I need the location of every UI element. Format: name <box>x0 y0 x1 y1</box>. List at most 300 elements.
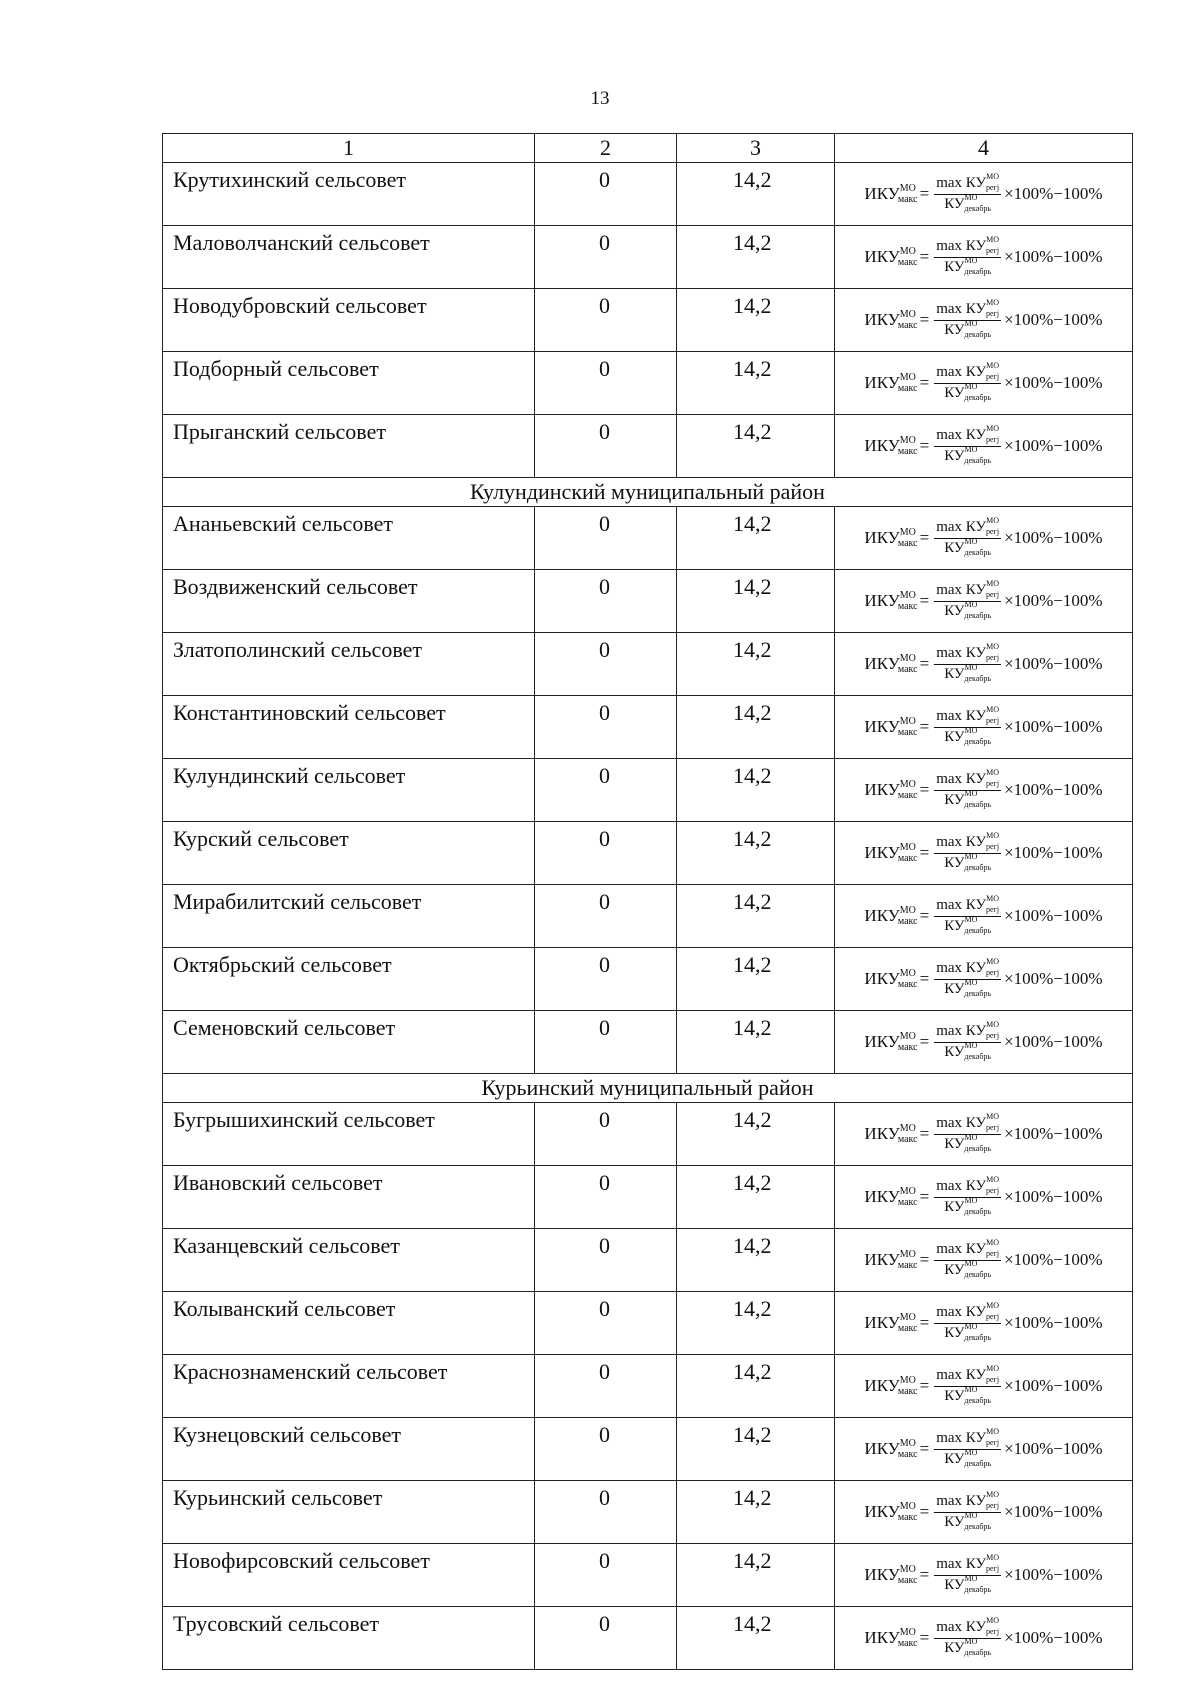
formula-den-text: КУ <box>944 1639 965 1656</box>
formula-lhs-sub: макс <box>897 1638 918 1649</box>
formula-lhs-sup: МО <box>899 183 916 194</box>
formula-num-sub: регј <box>986 1374 1000 1384</box>
formula-equals: = <box>919 1439 930 1458</box>
formula <box>835 1231 1132 1289</box>
formula-lhs: ИКУ <box>864 1628 900 1647</box>
formula-den-text: КУ <box>944 1261 965 1278</box>
settlement-name: Мирабилитский сельсовет <box>163 885 535 948</box>
formula-cell <box>835 759 1133 822</box>
formula-equals: = <box>919 373 930 392</box>
formula-den-text: КУ <box>944 728 965 745</box>
formula-lhs-sup: МО <box>899 527 916 538</box>
formula-den-sub: декабрь <box>964 1395 992 1405</box>
formula-tail: ×100%−100% <box>1004 1250 1103 1269</box>
formula-cell <box>835 163 1133 226</box>
formula-numerator <box>934 893 1001 917</box>
formula-lhs-sup: МО <box>899 653 916 664</box>
formula-cell <box>835 1011 1133 1074</box>
settlement-name: Маловолчанский сельсовет <box>163 226 535 289</box>
formula-den-sub: декабрь <box>964 799 992 809</box>
formula-denominator <box>944 725 992 747</box>
formula-tail: ×100%−100% <box>1004 906 1103 925</box>
formula-lhs: ИКУ <box>864 247 900 266</box>
formula-den-sub: декабрь <box>964 673 992 683</box>
formula-den-text: КУ <box>944 791 965 808</box>
settlement-name: Октябрьский сельсовет <box>163 948 535 1011</box>
formula-fraction <box>934 1174 1001 1217</box>
settlement-name: Семеновский сельсовет <box>163 1011 535 1074</box>
formula-den-sub: декабрь <box>964 1051 992 1061</box>
formula-denominator <box>944 381 992 403</box>
formula-num-sup: МО <box>986 297 999 307</box>
formula-den-sup: МО <box>964 381 978 391</box>
formula-equals: = <box>919 780 930 799</box>
formula-cell <box>835 1418 1133 1481</box>
formula-lhs-sub: макс <box>897 538 918 549</box>
formula-lhs: ИКУ <box>864 591 900 610</box>
formula-numerator <box>934 1174 1001 1198</box>
formula-fraction <box>934 1237 1001 1280</box>
value-col-2: 0 <box>535 822 677 885</box>
formula-fraction <box>934 641 1001 684</box>
formula-fraction <box>934 1615 1001 1658</box>
formula-denominator <box>944 1573 992 1595</box>
formula-den-sub: декабрь <box>964 736 992 746</box>
formula-tail: ×100%−100% <box>1004 1502 1103 1521</box>
formula-cell <box>835 1544 1133 1607</box>
settlement-name: Новодубровский сельсовет <box>163 289 535 352</box>
formula-cell <box>835 415 1133 478</box>
formula-fraction <box>934 830 1001 873</box>
formula-den-sub: декабрь <box>964 203 992 213</box>
formula-lhs-sup: МО <box>899 1312 916 1323</box>
formula-num-text: max КУ <box>936 237 987 254</box>
formula-den-text: КУ <box>944 258 965 275</box>
formula-den-text: КУ <box>944 917 965 934</box>
formula-num-sup: МО <box>986 704 999 714</box>
formula <box>835 228 1132 286</box>
formula-tail: ×100%−100% <box>1004 310 1103 329</box>
formula-num-sup: МО <box>986 1300 999 1310</box>
table-row <box>163 1544 1133 1607</box>
formula-num-sup: МО <box>986 830 999 840</box>
formula-lhs: ИКУ <box>864 1187 900 1206</box>
formula-lhs-sub: макс <box>897 1197 918 1208</box>
formula-numerator <box>934 956 1001 980</box>
formula <box>835 887 1132 945</box>
formula-lhs-sub: макс <box>897 383 918 394</box>
formula-equals: = <box>919 969 930 988</box>
formula-tail: ×100%−100% <box>1004 780 1103 799</box>
formula-num-text: max КУ <box>936 770 987 787</box>
formula-lhs-sup: МО <box>899 1438 916 1449</box>
formula-num-sub: регј <box>986 371 1000 381</box>
formula-cell <box>835 1166 1133 1229</box>
settlement-name: Курьинский сельсовет <box>163 1481 535 1544</box>
value-col-2: 0 <box>535 1544 677 1607</box>
value-col-2: 0 <box>535 226 677 289</box>
formula-denominator <box>944 788 992 810</box>
settlement-name: Кузнецовский сельсовет <box>163 1418 535 1481</box>
data-table <box>162 133 1133 1670</box>
value-col-3: 14,2 <box>677 696 835 759</box>
formula-lhs-sub: макс <box>897 194 918 205</box>
formula-den-sup: МО <box>964 1195 978 1205</box>
formula-tail: ×100%−100% <box>1004 1124 1103 1143</box>
formula-num-sup: МО <box>986 1426 999 1436</box>
formula-equals: = <box>919 1376 930 1395</box>
formula-den-sub: декабрь <box>964 1269 992 1279</box>
value-col-3: 14,2 <box>677 885 835 948</box>
formula-num-sup: МО <box>986 641 999 651</box>
formula-cell <box>835 822 1133 885</box>
value-col-3: 14,2 <box>677 1481 835 1544</box>
formula-tail: ×100%−100% <box>1004 184 1103 203</box>
formula-den-sub: декабрь <box>964 988 992 998</box>
formula-lhs-sup: МО <box>899 779 916 790</box>
formula-num-sup: МО <box>986 767 999 777</box>
formula-numerator <box>934 1363 1001 1387</box>
value-col-3: 14,2 <box>677 163 835 226</box>
formula-den-sub: декабрь <box>964 329 992 339</box>
value-col-3: 14,2 <box>677 1011 835 1074</box>
formula-lhs-sup: МО <box>899 372 916 383</box>
formula-num-sup: МО <box>986 1615 999 1625</box>
value-col-3: 14,2 <box>677 1166 835 1229</box>
formula-den-sub: декабрь <box>964 1206 992 1216</box>
formula-den-text: КУ <box>944 195 965 212</box>
formula-fraction <box>934 578 1001 621</box>
formula-cell <box>835 1355 1133 1418</box>
formula <box>835 1546 1132 1604</box>
formula-tail: ×100%−100% <box>1004 1313 1103 1332</box>
formula-num-sup: МО <box>986 1237 999 1247</box>
formula-lhs-sup: МО <box>899 1627 916 1638</box>
formula-lhs-sub: макс <box>897 1449 918 1460</box>
formula-lhs: ИКУ <box>864 969 900 988</box>
value-col-2: 0 <box>535 885 677 948</box>
formula-den-sub: декабрь <box>964 610 992 620</box>
formula-denominator <box>944 662 992 684</box>
value-col-3: 14,2 <box>677 1607 835 1670</box>
value-col-3: 14,2 <box>677 570 835 633</box>
formula-lhs-sup: МО <box>899 309 916 320</box>
formula-den-text: КУ <box>944 665 965 682</box>
formula-cell <box>835 226 1133 289</box>
value-col-2: 0 <box>535 289 677 352</box>
formula-lhs-sub: макс <box>897 257 918 268</box>
formula-fraction <box>934 1363 1001 1406</box>
value-col-2: 0 <box>535 759 677 822</box>
formula-tail: ×100%−100% <box>1004 717 1103 736</box>
formula-cell <box>835 696 1133 759</box>
formula-lhs: ИКУ <box>864 780 900 799</box>
formula-cell <box>835 885 1133 948</box>
formula-den-sup: МО <box>964 1510 978 1520</box>
formula-cell <box>835 352 1133 415</box>
formula-den-sup: МО <box>964 977 978 987</box>
formula-lhs-sup: МО <box>899 590 916 601</box>
formula <box>835 1357 1132 1415</box>
table-row <box>163 1103 1133 1166</box>
formula <box>835 291 1132 349</box>
formula-num-sup: МО <box>986 234 999 244</box>
formula-equals: = <box>919 906 930 925</box>
formula-num-text: max КУ <box>936 833 987 850</box>
header-row <box>163 134 1133 163</box>
value-col-3: 14,2 <box>677 352 835 415</box>
formula-fraction <box>934 515 1001 558</box>
formula-tail: ×100%−100% <box>1004 1376 1103 1395</box>
formula-fraction <box>934 956 1001 999</box>
formula-cell <box>835 1292 1133 1355</box>
formula-equals: = <box>919 1628 930 1647</box>
formula-tail: ×100%−100% <box>1004 591 1103 610</box>
formula-denominator <box>944 1132 992 1154</box>
formula-cell <box>835 507 1133 570</box>
value-col-2: 0 <box>535 696 677 759</box>
settlement-name: Прыганский сельсовет <box>163 415 535 478</box>
formula-equals: = <box>919 1565 930 1584</box>
formula-equals: = <box>919 1502 930 1521</box>
formula-denominator <box>944 851 992 873</box>
formula-num-sup: МО <box>986 893 999 903</box>
value-col-2: 0 <box>535 1229 677 1292</box>
formula-lhs-sub: макс <box>897 1042 918 1053</box>
formula-equals: = <box>919 1250 930 1269</box>
formula-tail: ×100%−100% <box>1004 969 1103 988</box>
formula-denominator <box>944 1258 992 1280</box>
table-row <box>163 1011 1133 1074</box>
formula-denominator <box>944 1447 992 1469</box>
formula-den-text: КУ <box>944 980 965 997</box>
formula-cell <box>835 948 1133 1011</box>
formula-cell <box>835 289 1133 352</box>
formula-lhs-sub: макс <box>897 1386 918 1397</box>
formula-equals: = <box>919 654 930 673</box>
formula-num-sub: регј <box>986 1311 1000 1321</box>
value-col-2: 0 <box>535 1481 677 1544</box>
formula-lhs: ИКУ <box>864 1439 900 1458</box>
formula-fraction <box>934 1019 1001 1062</box>
formula-equals: = <box>919 1124 930 1143</box>
formula-equals: = <box>919 1032 930 1051</box>
formula <box>835 417 1132 475</box>
section-title: Кулундинский муниципальный район <box>163 478 1133 507</box>
formula-den-sub: декабрь <box>964 925 992 935</box>
formula-lhs-sub: макс <box>897 664 918 675</box>
section-title: Курьинский муниципальный район <box>163 1074 1133 1103</box>
formula-den-sup: МО <box>964 1636 978 1646</box>
formula-num-sup: МО <box>986 578 999 588</box>
formula-denominator <box>944 1384 992 1406</box>
formula-num-text: max КУ <box>936 707 987 724</box>
formula-den-sub: декабрь <box>964 862 992 872</box>
table-row <box>163 289 1133 352</box>
formula-lhs-sub: макс <box>897 1134 918 1145</box>
formula <box>835 635 1132 693</box>
formula-num-sup: МО <box>986 360 999 370</box>
value-col-3: 14,2 <box>677 1103 835 1166</box>
table-row <box>163 352 1133 415</box>
formula-numerator <box>934 423 1001 447</box>
formula-equals: = <box>919 247 930 266</box>
table-row <box>163 226 1133 289</box>
formula-num-sub: регј <box>986 1437 1000 1447</box>
formula-denominator <box>944 1195 992 1217</box>
formula-equals: = <box>919 436 930 455</box>
formula-num-text: max КУ <box>936 518 987 535</box>
formula-denominator <box>944 536 992 558</box>
settlement-name: Крутихинский сельсовет <box>163 163 535 226</box>
formula-den-sup: МО <box>964 255 978 265</box>
formula-fraction <box>934 234 1001 277</box>
formula-equals: = <box>919 310 930 329</box>
formula-numerator <box>934 1489 1001 1513</box>
formula-num-sub: регј <box>986 434 1000 444</box>
value-col-2: 0 <box>535 507 677 570</box>
formula-lhs: ИКУ <box>864 906 900 925</box>
formula-numerator <box>934 1300 1001 1324</box>
value-col-2: 0 <box>535 1103 677 1166</box>
formula-den-text: КУ <box>944 1135 965 1152</box>
formula-lhs-sup: МО <box>899 968 916 979</box>
formula <box>835 165 1132 223</box>
formula-num-sub: регј <box>986 526 1000 536</box>
formula-lhs: ИКУ <box>864 184 900 203</box>
formula-den-sup: МО <box>964 1258 978 1268</box>
table-row <box>163 1418 1133 1481</box>
formula-denominator <box>944 977 992 999</box>
formula-num-sup: МО <box>986 1363 999 1373</box>
formula-lhs: ИКУ <box>864 1124 900 1143</box>
formula-den-sup: МО <box>964 1384 978 1394</box>
table-row <box>163 415 1133 478</box>
value-col-3: 14,2 <box>677 226 835 289</box>
settlement-name: Краснознаменский сельсовет <box>163 1355 535 1418</box>
formula-numerator <box>934 1019 1001 1043</box>
formula <box>835 1609 1132 1667</box>
value-col-2: 0 <box>535 1355 677 1418</box>
formula-equals: = <box>919 184 930 203</box>
formula-lhs: ИКУ <box>864 717 900 736</box>
formula-den-sub: декабрь <box>964 392 992 402</box>
formula-den-sub: декабрь <box>964 1143 992 1153</box>
formula-lhs-sub: макс <box>897 1575 918 1586</box>
formula <box>835 1105 1132 1163</box>
formula-lhs-sup: МО <box>899 1375 916 1386</box>
formula-lhs-sup: МО <box>899 435 916 446</box>
formula-den-text: КУ <box>944 539 965 556</box>
formula-equals: = <box>919 717 930 736</box>
table-row <box>163 633 1133 696</box>
formula-num-sub: регј <box>986 308 1000 318</box>
formula <box>835 761 1132 819</box>
formula-den-sub: декабрь <box>964 266 992 276</box>
formula <box>835 698 1132 756</box>
formula-num-sub: регј <box>986 589 1000 599</box>
formula-den-sup: МО <box>964 914 978 924</box>
formula-fraction <box>934 767 1001 810</box>
value-col-3: 14,2 <box>677 507 835 570</box>
table-row <box>163 696 1133 759</box>
formula-num-text: max КУ <box>936 1366 987 1383</box>
formula-num-text: max КУ <box>936 1429 987 1446</box>
value-col-3: 14,2 <box>677 1544 835 1607</box>
formula-den-sub: декабрь <box>964 1647 992 1657</box>
formula-num-sup: МО <box>986 171 999 181</box>
formula-fraction <box>934 1426 1001 1469</box>
table-row <box>163 1481 1133 1544</box>
formula-lhs-sup: МО <box>899 1123 916 1134</box>
formula-den-sup: МО <box>964 851 978 861</box>
formula-num-text: max КУ <box>936 1492 987 1509</box>
table-row <box>163 507 1133 570</box>
table-row <box>163 885 1133 948</box>
formula-lhs-sup: МО <box>899 1249 916 1260</box>
formula-num-sub: регј <box>986 1122 1000 1132</box>
formula-lhs-sup: МО <box>899 842 916 853</box>
formula-denominator <box>944 599 992 621</box>
formula-lhs-sub: макс <box>897 727 918 738</box>
value-col-3: 14,2 <box>677 633 835 696</box>
formula <box>835 824 1132 882</box>
formula-numerator <box>934 171 1001 195</box>
section-row <box>163 1074 1133 1103</box>
formula-numerator <box>934 1615 1001 1639</box>
formula-num-text: max КУ <box>936 426 987 443</box>
formula-lhs-sup: МО <box>899 716 916 727</box>
formula-den-sub: декабрь <box>964 547 992 557</box>
formula-lhs-sub: макс <box>897 916 918 927</box>
value-col-2: 0 <box>535 633 677 696</box>
settlement-name: Курский сельсовет <box>163 822 535 885</box>
formula-lhs: ИКУ <box>864 528 900 547</box>
formula-denominator <box>944 192 992 214</box>
formula-numerator <box>934 704 1001 728</box>
formula-lhs: ИКУ <box>864 1502 900 1521</box>
formula <box>835 509 1132 567</box>
formula-cell <box>835 1103 1133 1166</box>
formula-lhs: ИКУ <box>864 373 900 392</box>
column-header-3: 3 <box>677 134 835 163</box>
formula-den-text: КУ <box>944 1198 965 1215</box>
formula-fraction <box>934 1552 1001 1595</box>
formula-tail: ×100%−100% <box>1004 1628 1103 1647</box>
formula-num-sup: МО <box>986 1489 999 1499</box>
settlement-name: Подборный сельсовет <box>163 352 535 415</box>
formula-num-sub: регј <box>986 1563 1000 1573</box>
formula-fraction <box>934 1300 1001 1343</box>
formula-tail: ×100%−100% <box>1004 1439 1103 1458</box>
formula-den-sup: МО <box>964 192 978 202</box>
formula-equals: = <box>919 843 930 862</box>
formula-lhs: ИКУ <box>864 436 900 455</box>
formula-num-sub: регј <box>986 182 1000 192</box>
formula-num-text: max КУ <box>936 300 987 317</box>
formula-denominator <box>944 1321 992 1343</box>
formula-num-text: max КУ <box>936 1618 987 1635</box>
formula-denominator <box>944 1636 992 1658</box>
formula-lhs-sup: МО <box>899 246 916 257</box>
formula-den-text: КУ <box>944 602 965 619</box>
formula-den-text: КУ <box>944 321 965 338</box>
formula-den-sub: декабрь <box>964 1521 992 1531</box>
table-row <box>163 822 1133 885</box>
formula-denominator <box>944 318 992 340</box>
formula-numerator <box>934 1237 1001 1261</box>
formula-lhs-sup: МО <box>899 1186 916 1197</box>
